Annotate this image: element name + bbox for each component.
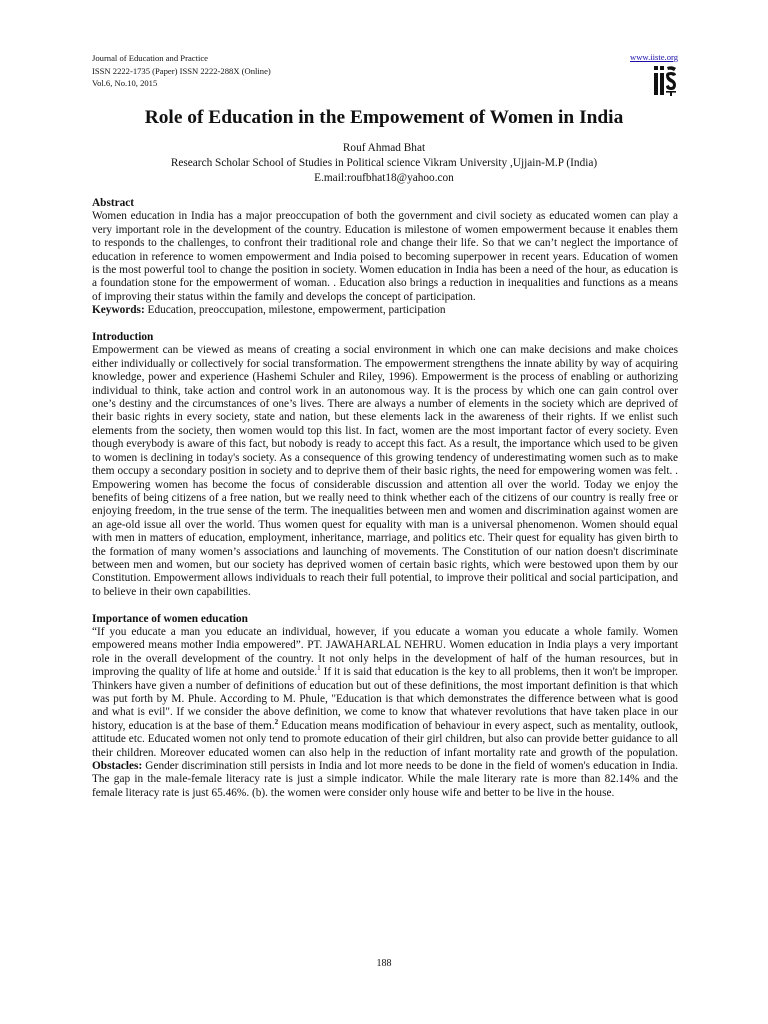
keywords-label: Keywords: [92, 304, 145, 317]
abstract-text: Women education in India has a major preoccupation of both the government and civil society as educated women can play a very important role in the development of the country. Education is milestone of women empowerment because it enables them to responds to the challenges, to confront their traditional role and change their life. So that we can’t neglect the importance of education in reference to women empowerment and India poised to becoming superpower in recent years. Education of women is the most powerful tool to change the position in society. Women education in India has been a need of the hour, as education is a foundation stone for the empowerment of woman. . Education also brings a reduction in inequalities and functions as a means of improving their status within the family and develops the concept of participation. [92, 210, 678, 303]
journal-volume: Vol.6, No.10, 2015 [92, 78, 158, 88]
author-email: E.mail:roufbhat18@yahoo.con [314, 172, 454, 184]
paper-title: Role of Education in the Empowement of Women in India [144, 107, 624, 128]
journal-issn: ISSN 2222-1735 (Paper) ISSN 2222-288X (Online) [92, 65, 271, 76]
importance-text-part-4: Gender discrimination still persists in India and lot more needs to be done in the field of women's education in India. The gap in the male-female literacy rate is just a simple indicator. While the male literary rate is more than 82.14% and the female literacy rate is just 65.46%. (b). the women were consider only house wife and better to be live in the house. [92, 760, 678, 799]
journal-website-link[interactable]: www.iiste.org [630, 52, 678, 62]
page-number: 188 [376, 958, 392, 969]
footnote-marker-1: 1 [317, 664, 321, 673]
iiste-logo [652, 65, 678, 97]
journal-info [92, 52, 271, 90]
journal-header [92, 52, 678, 102]
journal-name: Journal of Education and Practice [92, 53, 208, 63]
section-spacer [92, 318, 678, 331]
author-block [60, 141, 708, 186]
importance-text [92, 626, 678, 800]
keywords-list: Education, preoccupation, milestone, empowerment, participation [144, 304, 446, 317]
obstacles-label: Obstacles: [92, 760, 143, 773]
importance-heading: Importance of women education [92, 612, 248, 625]
author-affiliation: Research Scholar School of Studies in Political science Vikram University ,Ujjain-M.P (India) [170, 157, 598, 169]
paper-body [92, 197, 678, 800]
importance-text-part-1: “If you educate a man you educate an individual, however, if you educate a woman you educate a whole family. Women empowered means mother India empowered”. PT. JAWAHARLAL NEHRU. Women education in India plays a very important role in the overall development of the country. It not only helps in the development of half of the human resources, but in improving the quality of life at home and outside. [92, 625, 678, 679]
section-spacer [92, 599, 678, 612]
abstract-heading: Abstract [92, 197, 135, 209]
author-name: Rouf Ahmad Bhat [342, 142, 426, 154]
keywords-line [92, 304, 678, 317]
importance-text-part-2: If it is said that education is the key to all problems, then it won't be improper. Thinkers have given a number of definitions of education but out of these definitions, the most important definition is that which was put forth by M. Phule. According to M. Phule, "Education is that which demonstrates the difference between what is good and what is evil". If we consider the above definition, we come to know that whatever revolutions that have taken place in our history, education is at the base of them. [92, 666, 678, 732]
footnote-marker-2: 2 [274, 718, 279, 727]
importance-text-part-3: Education means modification of behaviour in every aspect, such as mentality, outlook, attitude etc. Educated women not only tend to promote education of their girl children, but also can provide better guidance to all their children. Moreover educated women can also help in the reduction of infant mortality rate and growth of the population. [92, 719, 679, 759]
introduction-text: Empowerment can be viewed as means of creating a social environment in which one can make decisions and make choices either individually or collectively for social transformation. The empowerment strengthens the innate ability by way of acquiring knowledge, power and experience (Hashemi Schuler and Riley, 1996). Empowerment is the process of enabling or authorizing individual to think, take action and control work in an autonomous way. It is the process by which one can gain control over one’s destiny and the circumstances of one’s lives. There are always a number of elements in the society which are deprived of their basic rights in every society, state and nation, but these elements lack in the awareness of their rights. If we enlist such elements from the society, then women would top this list. In fact, women are the most important factor of every society. Even though everybody is aware of this fact, but nobody is ready to accept this fact. As a result, the importance which used to be given to women is declining in today's society. As a consequence of this growing tendency of underestimating women such as to make them occupy a secondary position in society and to deprive them of their basic rights, the need for empowering women was felt. . Empowering women has become the focus of considerable discussion and attention all over the world. Today we enjoy the benefits of being citizens of a free nation, but we really need to think whether each of the citizens of our country is really free or enjoying freedom, in the true sense of the term. The inequalities between men and women and discrimination against women are an age-old issue all over the world. Thus women quest for equality with man is a universal phenomenon. Women should equal with men in matters of education, employment, inheritance, marriage, and politics etc. Their quest for equality has given birth to the formation of many women’s associations and launching of movements. The Constitution of our nation doesn't discriminate between men and women, but our society has deprived women of certain basic rights, which were bestowed upon them by our Constitution. Empowerment allows individuals to reach their full potential, to improve their political and social participation, and to believe in their own capabilities. [92, 344, 678, 598]
introduction-heading: Introduction [92, 331, 154, 344]
